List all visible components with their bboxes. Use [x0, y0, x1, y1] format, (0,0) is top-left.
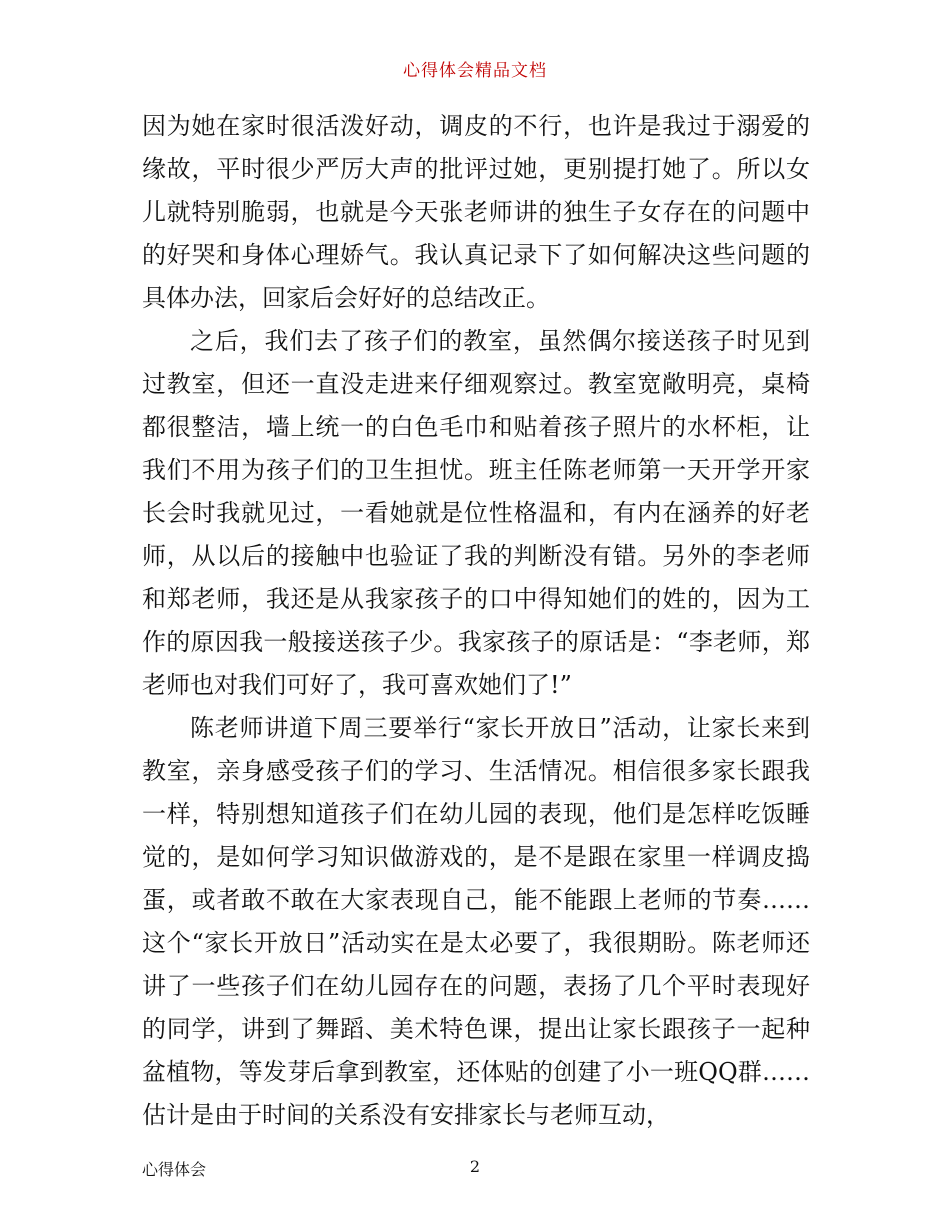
paragraph-1: 因为她在家时很活泼好动，调皮的不行，也许是我过于溺爱的缘故，平时很少严厉大声的批评过她，更别提打她了。所以女儿就特别脆弱，也就是今天张老师讲的独生子女存在的问题中的好哭和身体心理娇气。我认真记录下了如何解决这些问题的具体办法，回家后会好好的总结改正。: [142, 112, 810, 312]
page-number: 2: [469, 1157, 481, 1176]
footer-label: 心得体会: [142, 1160, 207, 1179]
paragraph-3: 陈老师讲道下周三要举行“家长开放日”活动，让家长来到教室，亲身感受孩子们的学习、生活情况。相信很多家长跟我一样，特别想知道孩子们在幼儿园的表现，他们是怎样吃饭睡觉的，是如何学习知识做游戏的，是不是跟在家里一样调皮捣蛋，或者敢不敢在大家表现自己，能不能跟上老师的节奏……这个“家长开放日”活动实在是太必要了，我很期盼。陈老师还讲了一些孩子们在幼儿园存在的问题，表扬了几个平时表现好的同学，讲到了舞蹈、美术特色课，提出让家长跟孩子一起种盆植物，等发芽后拿到教室，还体贴的创建了小一班QQ群……估计是由于时间的关系没有安排家长与老师互动，: [142, 714, 810, 1129]
document-body: [142, 105, 810, 1137]
paragraph-2: 之后，我们去了孩子们的教室，虽然偶尔接送孩子时见到过教室，但还一直没走进来仔细观察过。教室宽敞明亮，桌椅都很整洁，墙上统一的白色毛巾和贴着孩子照片的水杯柜，让我们不用为孩子们的卫生担忧。班主任陈老师第一天开学开家长会时我就见过，一看她就是位性格温和，有内在涵养的好老师，从以后的接触中也验证了我的判断没有错。另外的李老师和郑老师，我还是从我家孩子的口中得知她们的姓的，因为工作的原因我一般接送孩子少。我家孩子的原话是：“李老师，郑老师也对我们可好了，我可喜欢她们了!”: [142, 327, 810, 699]
page-header-title: 心得体会精品文档: [403, 61, 547, 81]
